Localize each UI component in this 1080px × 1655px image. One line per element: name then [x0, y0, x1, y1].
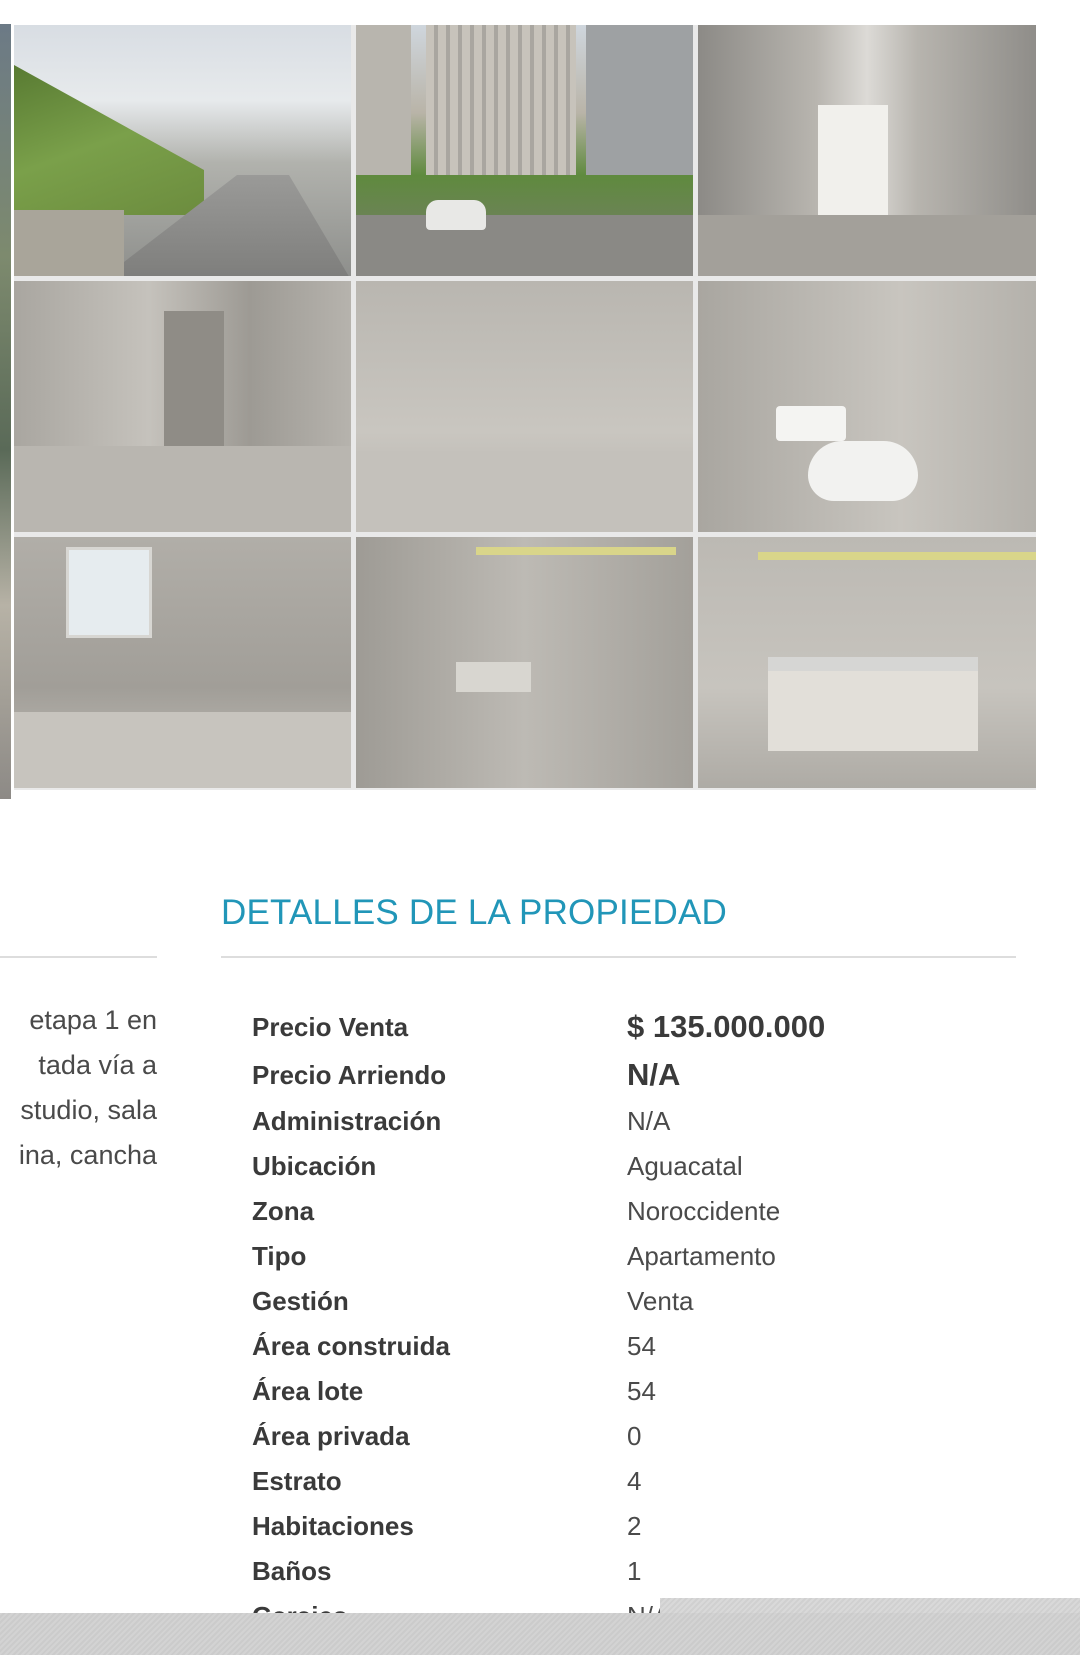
photo-detail-pipe — [476, 547, 676, 555]
photo-detail-window — [66, 547, 152, 638]
detail-value: N/A — [627, 1057, 681, 1092]
detail-row-area-lote — [252, 1369, 1032, 1414]
photo-detail-toilet-bowl — [808, 441, 918, 501]
detail-row-gestion — [252, 1279, 1032, 1324]
detail-row-administracion — [252, 1099, 1032, 1144]
detail-label: Área construida — [252, 1331, 450, 1361]
detail-row-area-construida — [252, 1324, 1032, 1369]
photo-detail-wall — [14, 210, 124, 276]
section-title: DETALLES DE LA PROPIEDAD — [221, 893, 727, 932]
detail-label: Área lote — [252, 1376, 364, 1406]
detail-value: 0 — [627, 1421, 642, 1451]
gallery-photo-street[interactable] — [14, 25, 351, 276]
gallery-photo-window-room[interactable] — [14, 537, 351, 788]
description-divider — [0, 956, 157, 958]
detail-row-ubicacion — [252, 1144, 1032, 1189]
photo-detail-floor — [698, 215, 1036, 276]
photo-detail-car — [426, 200, 486, 230]
detail-row-precio-venta — [252, 1003, 1032, 1051]
photo-detail-sink — [456, 662, 531, 692]
gallery-photo-kitchen[interactable] — [698, 537, 1036, 788]
gallery-photo-laundry[interactable] — [356, 537, 693, 788]
detail-label: Habitaciones — [252, 1511, 414, 1541]
detail-label: Precio Arriendo — [252, 1059, 447, 1090]
photo-detail-building — [356, 25, 411, 175]
bottom-overlay-bar — [0, 1613, 1080, 1655]
photo-detail-cabinet — [768, 671, 978, 751]
detail-label: Área privada — [252, 1421, 410, 1451]
gallery-photo-towers[interactable] — [356, 25, 693, 276]
photo-detail-wall — [164, 311, 224, 461]
detail-value: 4 — [627, 1466, 642, 1496]
detail-label: Gestión — [252, 1286, 349, 1316]
photo-detail-hill — [14, 65, 204, 215]
section-divider — [221, 956, 1016, 958]
detail-label: Administración — [252, 1106, 442, 1136]
adjacent-photo-edge — [0, 24, 11, 799]
description-line: tada vía a — [38, 1050, 157, 1080]
detail-row-tipo — [252, 1234, 1032, 1279]
detail-value: Noroccidente — [627, 1196, 781, 1226]
photo-detail-countertop — [768, 657, 978, 671]
photo-detail-toilet-tank — [776, 406, 846, 441]
photo-detail-ledge — [356, 215, 693, 276]
description-line: etapa 1 en — [29, 1005, 157, 1035]
detail-row-estrato — [252, 1459, 1032, 1504]
detail-value: $ 135.000.000 — [627, 1009, 826, 1044]
photo-detail-floor — [356, 451, 693, 532]
description-line: ina, cancha — [18, 1140, 157, 1170]
property-details-table — [252, 1003, 1032, 1639]
property-description — [0, 998, 157, 1178]
photo-detail-building — [586, 25, 693, 175]
detail-value: N/A — [627, 1106, 671, 1136]
photo-detail-building — [426, 25, 576, 175]
detail-label: Baños — [252, 1556, 332, 1586]
photo-gallery — [14, 25, 1036, 790]
detail-label: Estrato — [252, 1466, 342, 1496]
detail-row-zona — [252, 1189, 1032, 1234]
gallery-photo-bathroom[interactable] — [698, 281, 1036, 532]
photo-detail-doorway — [818, 105, 888, 215]
detail-value: 54 — [627, 1331, 656, 1361]
photo-detail-floor — [14, 446, 351, 532]
detail-row-area-privada — [252, 1414, 1032, 1459]
detail-value: Aguacatal — [627, 1151, 743, 1181]
detail-value: 2 — [627, 1511, 642, 1541]
detail-label: Ubicación — [252, 1151, 377, 1181]
gallery-photo-room[interactable] — [14, 281, 351, 532]
description-line: studio, sala — [20, 1095, 157, 1125]
photo-detail-floor — [14, 712, 351, 788]
photo-detail-pipe — [758, 552, 1036, 560]
detail-row-habitaciones — [252, 1504, 1032, 1549]
detail-row-precio-arriendo — [252, 1051, 1032, 1099]
gallery-photo-corridor[interactable] — [698, 25, 1036, 276]
detail-value: 54 — [627, 1376, 656, 1406]
detail-label: Zona — [252, 1196, 315, 1226]
detail-value: Venta — [627, 1286, 694, 1316]
detail-row-banos — [252, 1549, 1032, 1594]
detail-value: Apartamento — [627, 1241, 776, 1271]
detail-value: 1 — [627, 1556, 642, 1586]
detail-label: Precio Venta — [252, 1011, 409, 1042]
detail-label: Tipo — [252, 1241, 307, 1271]
gallery-photo-room[interactable] — [356, 281, 693, 532]
